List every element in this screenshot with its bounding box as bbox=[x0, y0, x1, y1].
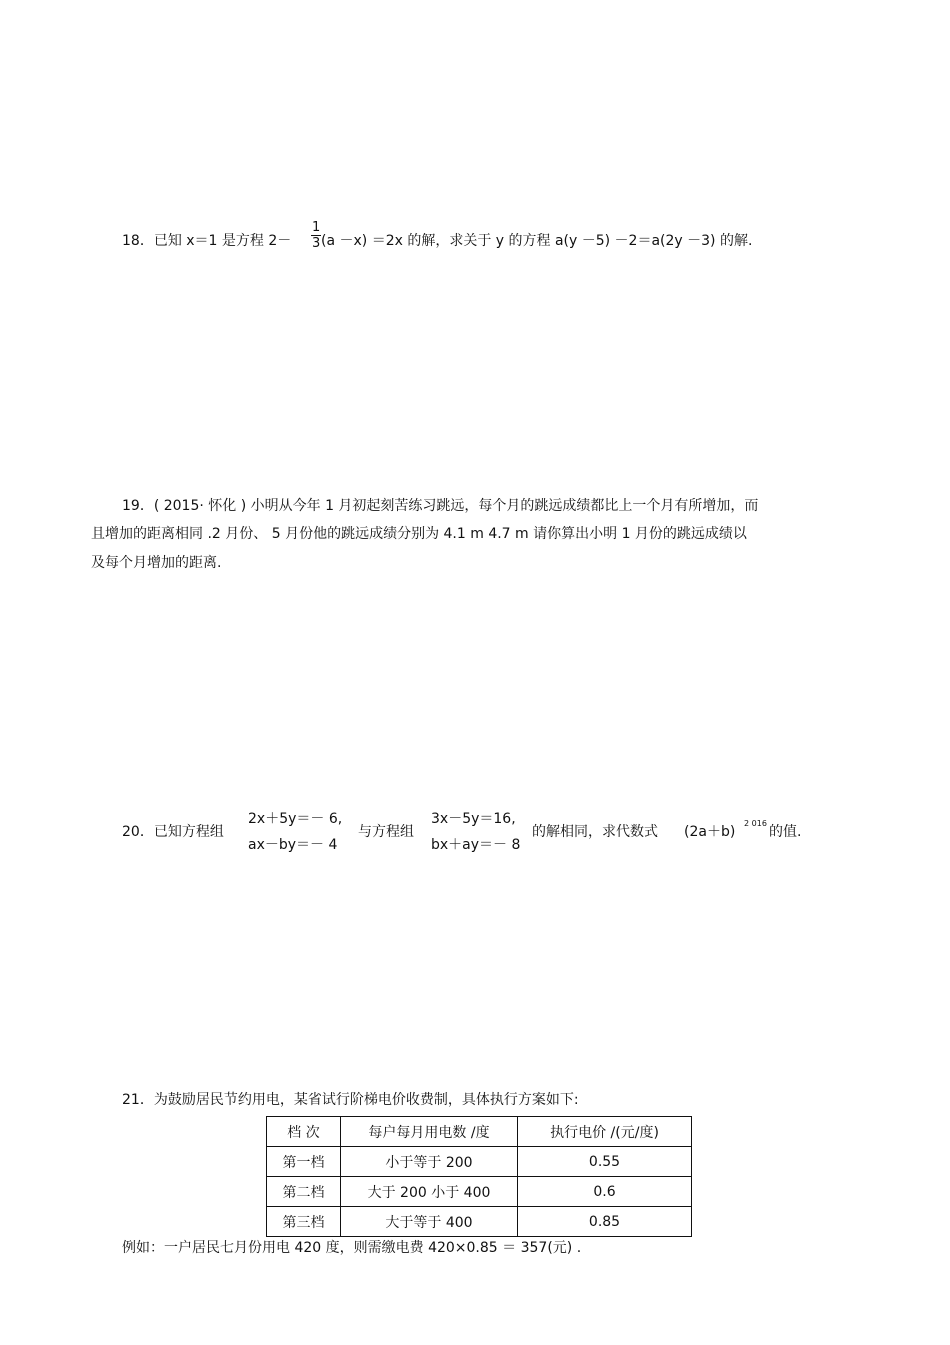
q20-system-1-equation-1: 2x＋5y＝－ 6, bbox=[248, 811, 343, 827]
q19-line-2: 且增加的距离相同 .2 月份、 5 月份他的跳远成绩分别为 4.1 m 4.7 m 请你算出小明 1 月份的跳远成绩以 bbox=[91, 526, 747, 542]
q21-intro: 21．为鼓励居民节约用电，某省试行阶梯电价收费制，具体执行方案如下: bbox=[122, 1092, 579, 1108]
table-cell: 0.55 bbox=[518, 1147, 692, 1177]
table-cell: 第一档 bbox=[267, 1147, 341, 1177]
q20-prefix: 20．已知方程组 bbox=[122, 824, 224, 840]
table-row bbox=[267, 1177, 692, 1207]
q20-system-1 bbox=[248, 806, 342, 858]
q20-system-2 bbox=[431, 806, 520, 858]
table-row bbox=[267, 1147, 692, 1177]
q18-text-part1: 18．已知 x＝1 是方程 2－ bbox=[122, 233, 292, 249]
q20-system-1-equation-2: ax－by＝－ 4 bbox=[248, 837, 338, 853]
table-cell: 0.85 bbox=[518, 1207, 692, 1237]
tier-price-table bbox=[266, 1116, 692, 1237]
q20-exponent: 2 016 bbox=[744, 819, 767, 828]
q20-end: 的值. bbox=[769, 824, 802, 840]
table-cell: 0.6 bbox=[518, 1177, 692, 1207]
table-header-cell: 档 次 bbox=[267, 1117, 341, 1147]
q18-fraction bbox=[311, 220, 321, 251]
table-cell: 第二档 bbox=[267, 1177, 341, 1207]
table-header-cell: 执行电价 /(元/度) bbox=[518, 1117, 692, 1147]
table-row bbox=[267, 1207, 692, 1237]
q18-fraction-numerator: 1 bbox=[312, 220, 321, 235]
q21-example: 例如：一户居民七月份用电 420 度，则需缴电费 420×0.85 ＝ 357(元) . bbox=[122, 1240, 582, 1256]
table-header-row bbox=[267, 1117, 692, 1147]
table-cell: 大于等于 400 bbox=[341, 1207, 518, 1237]
table-cell: 大于 200 小于 400 bbox=[341, 1177, 518, 1207]
table-cell: 第三档 bbox=[267, 1207, 341, 1237]
q18-fraction-denominator: 3 bbox=[312, 236, 321, 251]
q20-system-2-equation-1: 3x－5y＝16, bbox=[431, 811, 516, 827]
q20-middle-text: 与方程组 bbox=[358, 824, 414, 840]
table-header-cell: 每户每月用电数 /度 bbox=[341, 1117, 518, 1147]
q19-line-3: 及每个月增加的距离. bbox=[91, 555, 222, 571]
q20-expression: (2a＋b) bbox=[684, 824, 736, 840]
q18-text-part2: (a －x) ＝2x 的解，求关于 y 的方程 a(y －5) －2＝a(2y －3) 的解. bbox=[321, 233, 753, 249]
q19-line-1: 19．( 2015· 怀化 ) 小明从今年 1 月初起刻苦练习跳远，每个月的跳远成绩都比上一个月有所增加，而 bbox=[122, 498, 759, 514]
q20-system-2-equation-2: bx＋ay＝－ 8 bbox=[431, 837, 521, 853]
q20-suffix: 的解相同，求代数式 bbox=[532, 824, 658, 840]
table-cell: 小于等于 200 bbox=[341, 1147, 518, 1177]
